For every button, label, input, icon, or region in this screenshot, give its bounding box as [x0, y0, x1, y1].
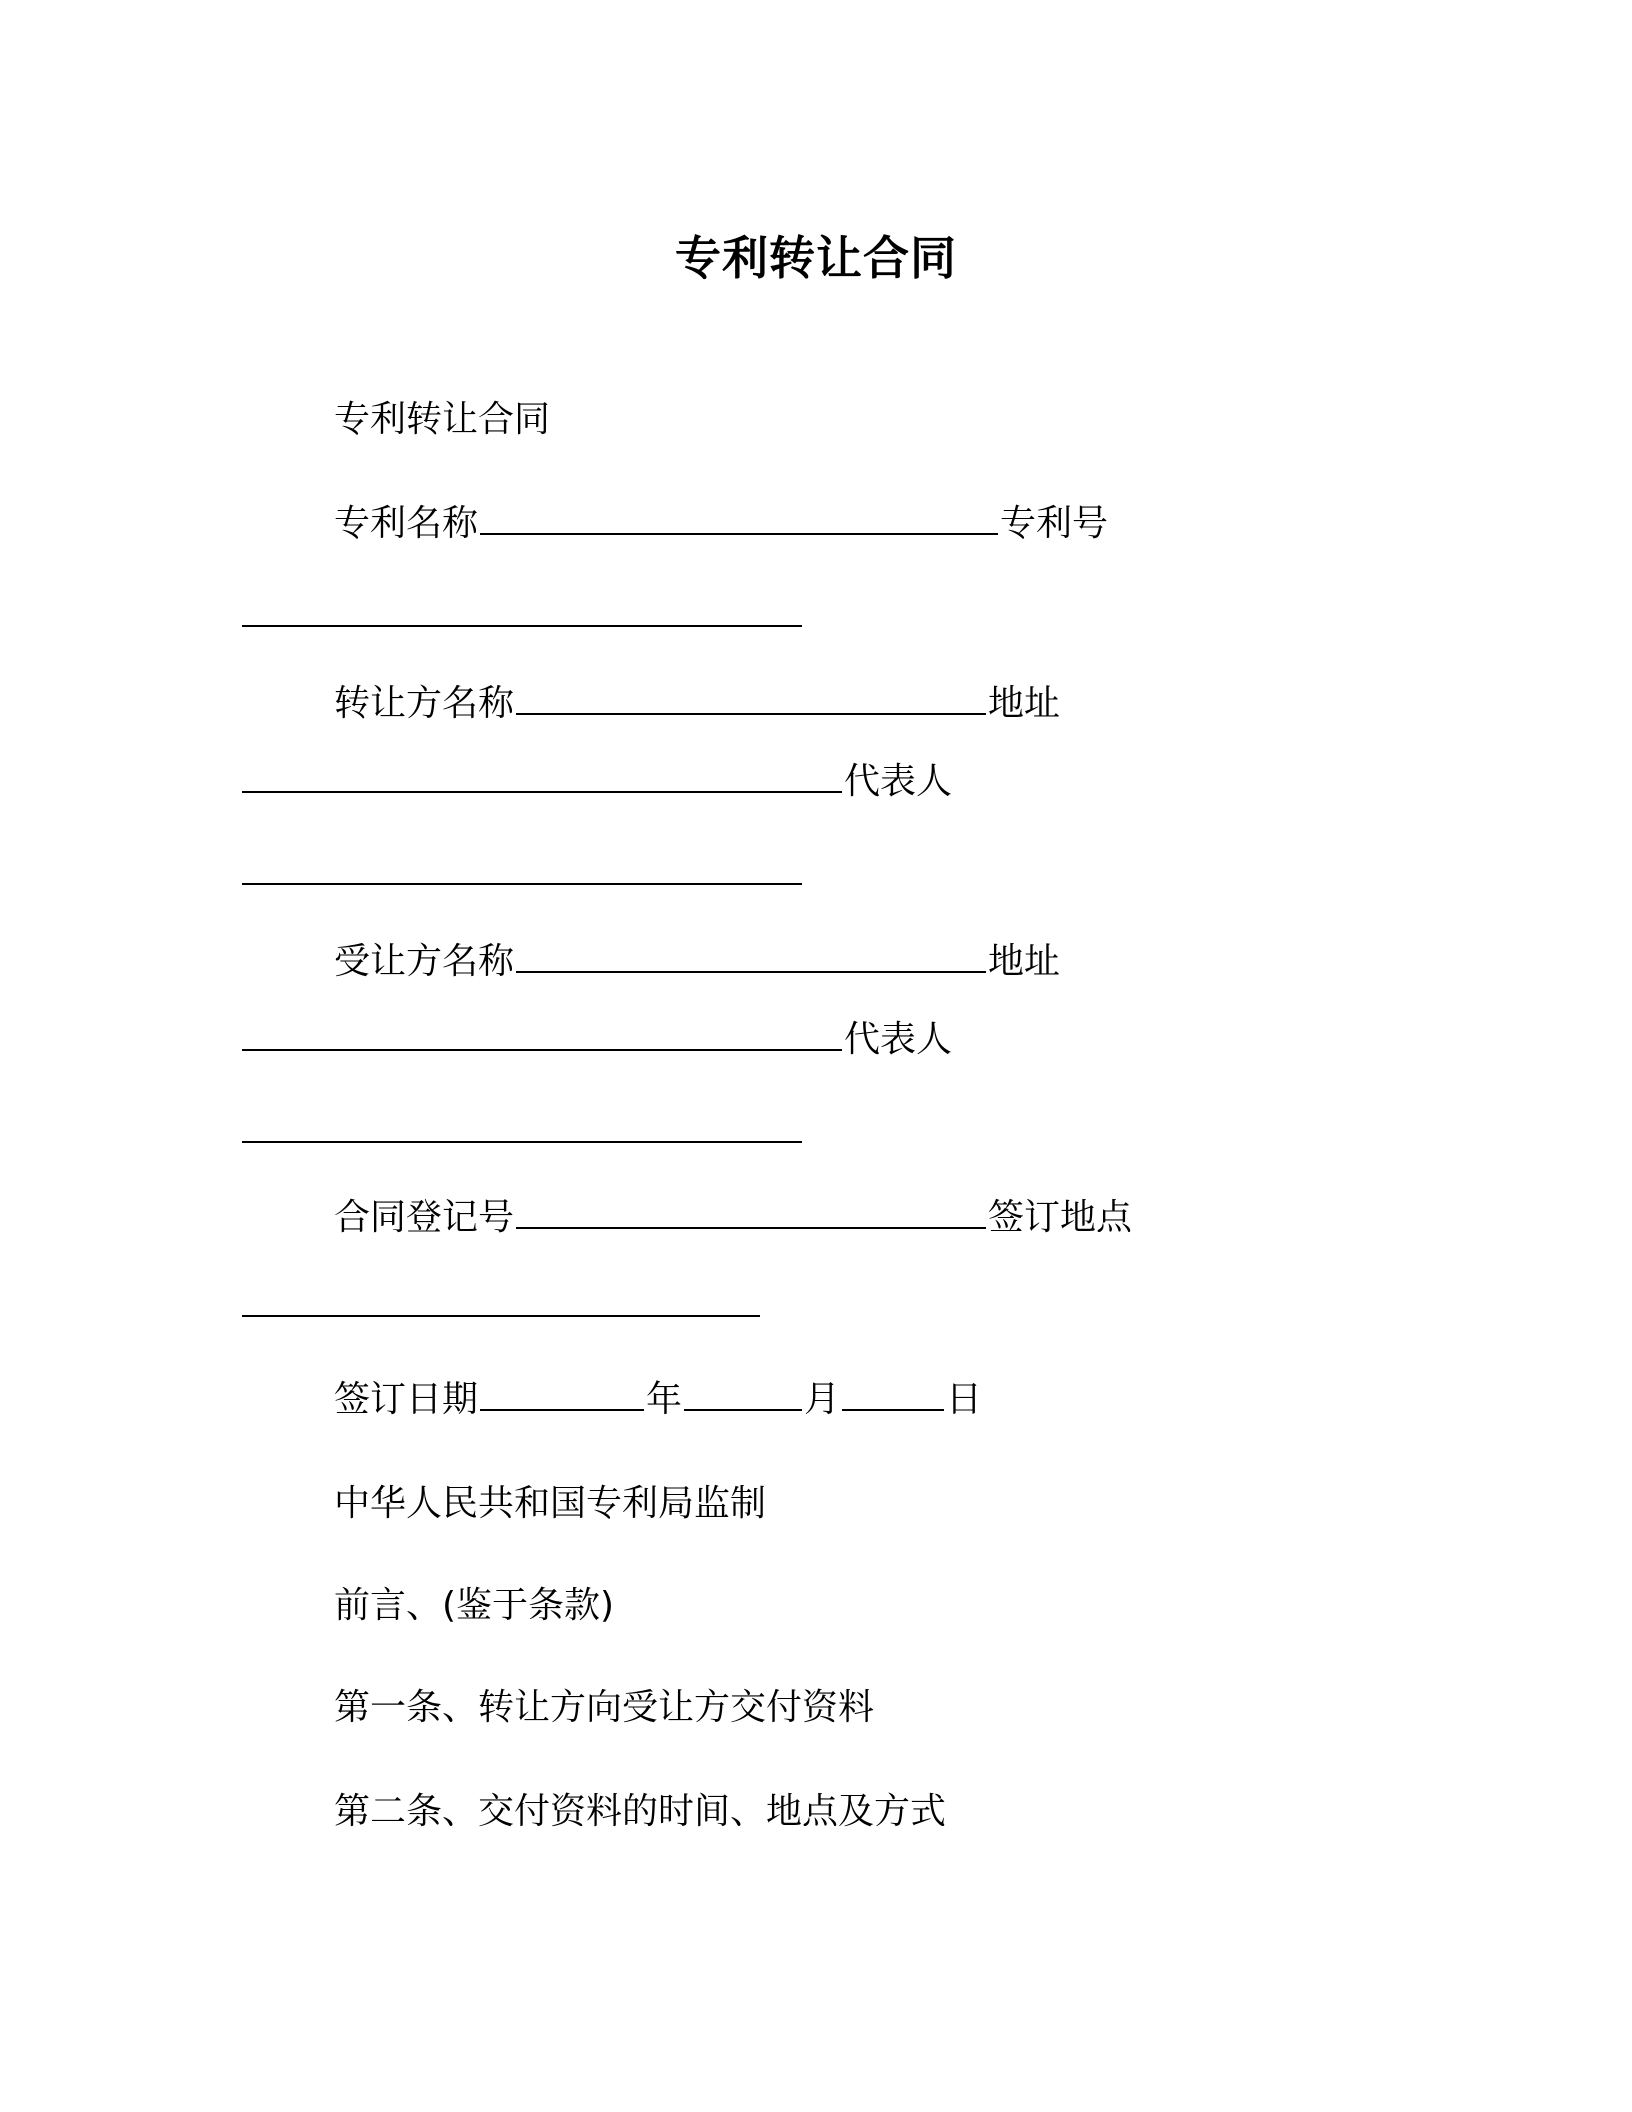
year-blank: [480, 1379, 644, 1411]
day-blank: [842, 1379, 944, 1411]
patent-name-row: [334, 502, 1108, 546]
transferee-rep-blank: [242, 1111, 802, 1143]
transferee-address-blank: [242, 1019, 842, 1051]
transferee-address-label: 地址: [988, 941, 1061, 982]
subtitle: 专利转让合同: [334, 399, 551, 440]
transferee-name-row: [334, 940, 1060, 984]
patent-no-row: [240, 594, 804, 638]
transferor-rep-label: 代表人: [844, 761, 953, 802]
sign-date-label: 签订日期: [334, 1379, 479, 1420]
transferor-name-label: 转让方名称: [334, 683, 515, 724]
patent-no-label: 专利号: [1000, 503, 1109, 544]
transferor-address-label: 地址: [988, 683, 1061, 724]
transferee-name-label: 受让方名称: [334, 941, 515, 982]
article-2: 第二条、交付资料的时间、地点及方式: [334, 1791, 947, 1832]
day-label: 日: [946, 1379, 983, 1420]
sign-place-row: [240, 1284, 762, 1328]
supervisor-line: 中华人民共和国专利局监制: [334, 1483, 767, 1524]
transferor-rep-row: [240, 852, 804, 896]
contract-reg-row: [334, 1196, 1132, 1240]
contract-reg-blank: [516, 1197, 986, 1229]
transferee-address-row: [240, 1018, 952, 1062]
preamble-line: 前言、(鉴于条款): [334, 1585, 615, 1626]
month-label: 月: [804, 1379, 841, 1420]
document-title: 专利转让合同: [675, 231, 957, 285]
patent-no-blank: [242, 595, 802, 627]
transferor-address-row: [240, 760, 952, 804]
patent-name-label: 专利名称: [334, 503, 479, 544]
sign-date-row: [334, 1378, 982, 1422]
article-1: 第一条、转让方向受让方交付资料: [334, 1687, 875, 1728]
transferor-rep-blank: [242, 853, 802, 885]
transferee-name-blank: [516, 941, 986, 973]
contract-reg-label: 合同登记号: [334, 1197, 515, 1238]
year-label: 年: [646, 1379, 683, 1420]
transferee-rep-label: 代表人: [844, 1019, 953, 1060]
transferor-address-blank: [242, 761, 842, 793]
transferee-rep-row: [240, 1110, 804, 1154]
transferor-name-blank: [516, 683, 986, 715]
month-blank: [684, 1379, 802, 1411]
transferor-name-row: [334, 682, 1060, 726]
patent-name-blank: [480, 503, 998, 535]
sign-place-blank: [242, 1285, 760, 1317]
sign-place-label: 签订地点: [988, 1197, 1133, 1238]
